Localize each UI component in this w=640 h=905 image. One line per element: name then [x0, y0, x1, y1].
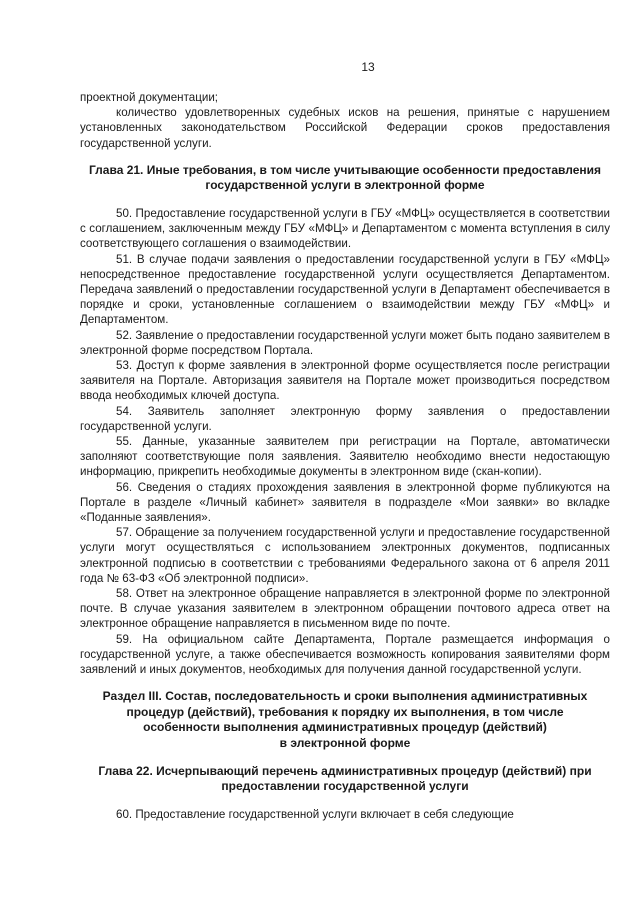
paragraph-56: 56. Сведения о стадиях прохождения заявления в электронной форме публикуются на Портале в разделе «Личный кабинет» заявителя в подразделе «Мои заявки» во вкладке «Поданные заявления». — [80, 480, 610, 525]
paragraph-59: 59. На официальном сайте Департамента, Портале размещается информация о государственной услуге, а также обеспечивается возможность копирования заявителями форм заявлений и иных документов, необходимых для получения данной государственной услуги. — [80, 632, 610, 677]
paragraph-60: 60. Предоставление государственной услуги включает в себя следующие — [116, 807, 514, 821]
paragraph-50: 50. Предоставление государственной услуги в ГБУ «МФЦ» осуществляется в соответствии с соглашением, заключенным между ГБУ «МФЦ» и Департаментом с момента вступления в силу соответствующего соглашения о взаимодействии. — [80, 207, 610, 251]
paragraph-55: 55. Данные, указанные заявителем при регистрации на Портале, автоматически заполняют соответствующие поля заявления. Заявителю необходимо внести недостающую информацию, прикрепить необходимые документы в электронном виде (скан-копии). — [80, 435, 610, 479]
section-3-heading-line: особенности выполнения административных процедур (действий) — [143, 720, 547, 735]
paragraph-53: 53. Доступ к форме заявления в электронной форме осуществляется после регистрации заявителя на Портале. Авторизация заявителя на Портале может производиться посредством ввода необходимых ключей доступа. — [80, 359, 610, 403]
paragraph-54: 54. Заявитель заполняет электронную форму заявления о предоставлении государственной услуги. — [80, 404, 610, 433]
section-3-heading-line: Раздел III. Состав, последовательность и сроки выполнения административных — [102, 689, 588, 704]
section-3-heading — [80, 689, 610, 751]
paragraph-51: 51. В случае подачи заявления о предоставлении государственной услуги в ГБУ «МФЦ» непосредственное предоставление государственной услуги осуществляется Департаментом. Передача заявлений о предоставлении государственной услуги в Департамент обеспечивается в порядке и сроки, установленные соглашением о взаимодействии между ГБУ «МФЦ» и Департаментом. — [80, 252, 610, 327]
section-3-heading-line: процедур (действий), требования к порядку их выполнения, в том числе — [126, 704, 564, 719]
paragraph: проектной документации; — [80, 91, 219, 104]
chapter-21-heading: Глава 21. Иные требования, в том числе учитывающие особенности предоставления государственной услуги в электронной форме — [88, 162, 602, 193]
paragraph: количество удовлетворенных судебных исков на решения, принятые с нарушением установленных законодательством Российской Федерации сроков предоставления государственной услуги. — [80, 106, 610, 150]
section-3-heading-line: в электронной форме — [279, 736, 411, 751]
chapter-22-heading: Глава 22. Исчерпывающий перечень административных процедур (действий) при предоставлении государственной услуги — [98, 763, 592, 794]
paragraph-57: 57. Обращение за получением государственной услуги и предоставление государственной услуги могут осуществляться с использованием электронных документов, подписанных электронной подписью в соответствии с требованиями Федерального закона от 6 апреля 2011 года № 63-ФЗ «Об электронной подписи». — [80, 526, 610, 585]
paragraph-58: 58. Ответ на электронное обращение направляется в электронной форме по электронной почте. В случае указания заявителем в электронном обращении почтового адреса ответ на электронное обращение направляется в письменном виде по почте. — [80, 587, 610, 631]
page-number: 13 — [361, 60, 375, 74]
paragraph-52: 52. Заявление о предоставлении государственной услуги может быть подано заявителем в электронной форме посредством Портала. — [80, 328, 610, 357]
